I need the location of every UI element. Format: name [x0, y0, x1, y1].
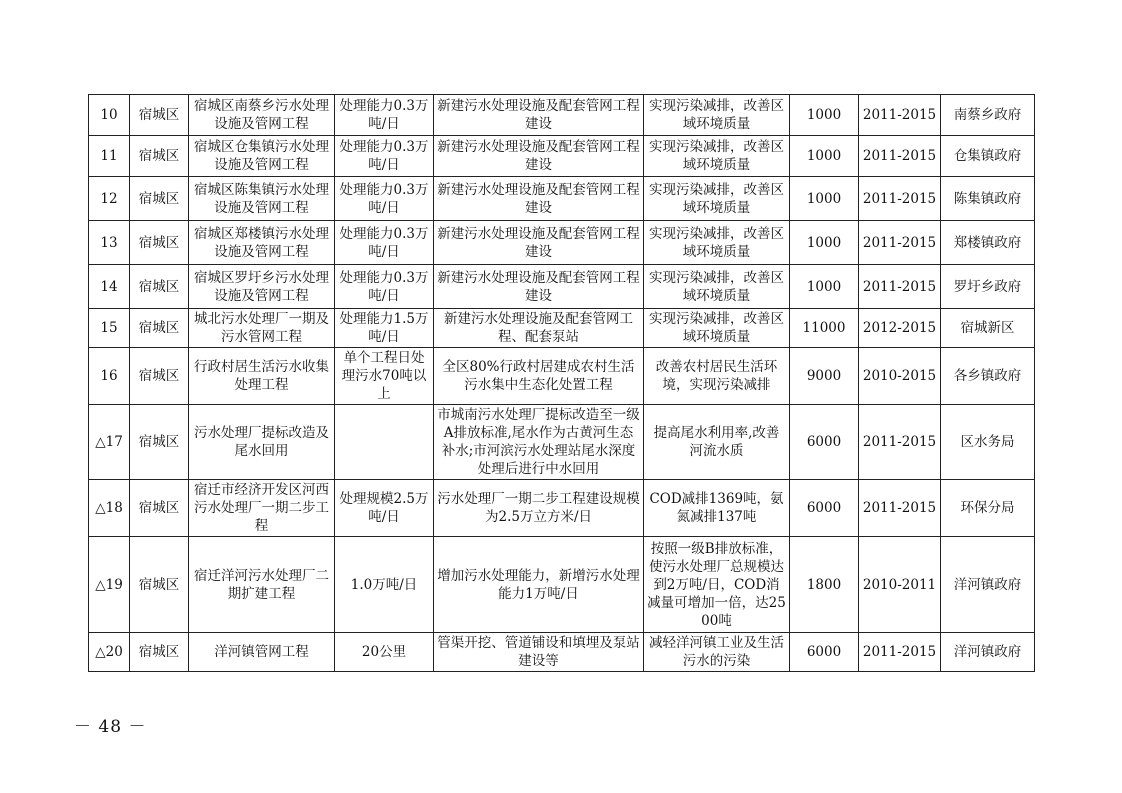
project-name-cell: 污水处理厂提标改造及尾水回用 [189, 405, 335, 480]
project-table [88, 94, 1035, 672]
responsible-dept-cell: 环保分局 [941, 480, 1035, 537]
page-number: － 48 － [74, 717, 147, 737]
goal-cell: 改善农村居民生活环境，实现污染减排 [644, 348, 790, 405]
district-cell: 宿城区 [130, 633, 189, 672]
responsible-dept-cell: 洋河镇政府 [941, 633, 1035, 672]
responsible-dept-cell: 各乡镇政府 [941, 348, 1035, 405]
investment-cell: 1000 [790, 177, 859, 221]
row-number: 12 [89, 177, 130, 221]
investment-cell: 6000 [790, 480, 859, 537]
table-row [89, 95, 1035, 136]
project-name-cell: 行政村居生活污水收集处理工程 [189, 348, 335, 405]
responsible-dept-cell: 洋河镇政府 [941, 537, 1035, 633]
investment-cell: 1800 [790, 537, 859, 633]
project-name-cell: 宿城区罗圩乡污水处理设施及管网工程 [189, 265, 335, 309]
scale-cell: 处理能力0.3万吨/日 [335, 265, 434, 309]
table-row [89, 480, 1035, 537]
project-name-cell: 洋河镇管网工程 [189, 633, 335, 672]
content-cell: 管渠开挖、管道铺设和填埋及泵站建设等 [434, 633, 644, 672]
goal-cell: 实现污染减排，改善区域环境质量 [644, 95, 790, 136]
content-cell: 新建污水处理设施及配套管网工程建设 [434, 136, 644, 177]
project-name-cell: 宿迁洋河污水处理厂二期扩建工程 [189, 537, 335, 633]
scale-cell: 20公里 [335, 633, 434, 672]
district-cell: 宿城区 [130, 480, 189, 537]
goal-cell: 实现污染减排，改善区域环境质量 [644, 177, 790, 221]
row-number: 15 [89, 309, 130, 348]
table-row [89, 348, 1035, 405]
scale-cell: 处理规模2.5万吨/日 [335, 480, 434, 537]
responsible-dept-cell: 区水务局 [941, 405, 1035, 480]
content-cell: 新建污水处理设施及配套管网工程建设 [434, 221, 644, 265]
district-cell: 宿城区 [130, 221, 189, 265]
table-row [89, 221, 1035, 265]
period-cell: 2012-2015 [859, 309, 941, 348]
district-cell: 宿城区 [130, 348, 189, 405]
table-row [89, 136, 1035, 177]
investment-cell: 1000 [790, 136, 859, 177]
table-row [89, 265, 1035, 309]
table-row [89, 177, 1035, 221]
responsible-dept-cell: 仓集镇政府 [941, 136, 1035, 177]
project-name-cell: 宿迁市经济开发区河西污水处理厂一期二步工程 [189, 480, 335, 537]
period-cell: 2011-2015 [859, 405, 941, 480]
content-cell: 新建污水处理设施及配套管网工程建设 [434, 177, 644, 221]
responsible-dept-cell: 宿城新区 [941, 309, 1035, 348]
content-cell: 新建污水处理设施及配套管网工程、配套泵站 [434, 309, 644, 348]
content-cell: 新建污水处理设施及配套管网工程建设 [434, 95, 644, 136]
district-cell: 宿城区 [130, 405, 189, 480]
period-cell: 2011-2015 [859, 136, 941, 177]
table-row [89, 309, 1035, 348]
table-row [89, 405, 1035, 480]
goal-cell: 实现污染减排，改善区域环境质量 [644, 265, 790, 309]
period-cell: 2011-2015 [859, 265, 941, 309]
goal-cell: 按照一级B排放标准，使污水处理厂总规模达到2万吨/日，COD消减量可增加一倍，达2500吨 [644, 537, 790, 633]
period-cell: 2011-2015 [859, 221, 941, 265]
district-cell: 宿城区 [130, 95, 189, 136]
period-cell: 2010-2011 [859, 537, 941, 633]
period-cell: 2011-2015 [859, 633, 941, 672]
district-cell: 宿城区 [130, 537, 189, 633]
goal-cell: 提高尾水利用率,改善河流水质 [644, 405, 790, 480]
project-name-cell: 宿城区郑楼镇污水处理设施及管网工程 [189, 221, 335, 265]
investment-cell: 6000 [790, 405, 859, 480]
project-name-cell: 城北污水处理厂一期及污水管网工程 [189, 309, 335, 348]
table-row [89, 633, 1035, 672]
district-cell: 宿城区 [130, 265, 189, 309]
investment-cell: 1000 [790, 221, 859, 265]
scale-cell [335, 405, 434, 480]
project-name-cell: 宿城区仓集镇污水处理设施及管网工程 [189, 136, 335, 177]
content-cell: 增加污水处理能力，新增污水处理能力1万吨/日 [434, 537, 644, 633]
row-number: △17 [89, 405, 130, 480]
responsible-dept-cell: 罗圩乡政府 [941, 265, 1035, 309]
project-name-cell: 宿城区陈集镇污水处理设施及管网工程 [189, 177, 335, 221]
district-cell: 宿城区 [130, 309, 189, 348]
goal-cell: 实现污染减排，改善区域环境质量 [644, 309, 790, 348]
investment-cell: 9000 [790, 348, 859, 405]
row-number: 10 [89, 95, 130, 136]
responsible-dept-cell: 陈集镇政府 [941, 177, 1035, 221]
scale-cell: 处理能力0.3万吨/日 [335, 95, 434, 136]
scale-cell: 处理能力0.3万吨/日 [335, 177, 434, 221]
responsible-dept-cell: 南蔡乡政府 [941, 95, 1035, 136]
row-number: △18 [89, 480, 130, 537]
investment-cell: 1000 [790, 265, 859, 309]
content-cell: 全区80%行政村居建成农村生活污水集中生态化处置工程 [434, 348, 644, 405]
period-cell: 2011-2015 [859, 480, 941, 537]
scale-cell: 处理能力1.5万吨/日 [335, 309, 434, 348]
table-row [89, 537, 1035, 633]
scale-cell: 单个工程日处理污水70吨以上 [335, 348, 434, 405]
content-cell: 市城南污水处理厂提标改造至一级A排放标准,尾水作为古黄河生态补水;市河滨污水处理站尾水深度处理后进行中水回用 [434, 405, 644, 480]
goal-cell: 实现污染减排，改善区域环境质量 [644, 136, 790, 177]
row-number: △19 [89, 537, 130, 633]
goal-cell: COD减排1369吨，氨氮减排137吨 [644, 480, 790, 537]
scale-cell: 处理能力0.3万吨/日 [335, 136, 434, 177]
row-number: 11 [89, 136, 130, 177]
period-cell: 2011-2015 [859, 177, 941, 221]
content-cell: 污水处理厂一期二步工程建设规模为2.5万立方米/日 [434, 480, 644, 537]
scale-cell: 处理能力0.3万吨/日 [335, 221, 434, 265]
investment-cell: 11000 [790, 309, 859, 348]
table-body [89, 95, 1035, 672]
scale-cell: 1.0万吨/日 [335, 537, 434, 633]
row-number: 16 [89, 348, 130, 405]
content-cell: 新建污水处理设施及配套管网工程建设 [434, 265, 644, 309]
row-number: 13 [89, 221, 130, 265]
goal-cell: 实现污染减排，改善区域环境质量 [644, 221, 790, 265]
investment-cell: 1000 [790, 95, 859, 136]
investment-cell: 6000 [790, 633, 859, 672]
row-number: △20 [89, 633, 130, 672]
period-cell: 2010-2015 [859, 348, 941, 405]
row-number: 14 [89, 265, 130, 309]
project-name-cell: 宿城区南蔡乡污水处理设施及管网工程 [189, 95, 335, 136]
period-cell: 2011-2015 [859, 95, 941, 136]
district-cell: 宿城区 [130, 136, 189, 177]
district-cell: 宿城区 [130, 177, 189, 221]
responsible-dept-cell: 郑楼镇政府 [941, 221, 1035, 265]
goal-cell: 减轻洋河镇工业及生活污水的污染 [644, 633, 790, 672]
